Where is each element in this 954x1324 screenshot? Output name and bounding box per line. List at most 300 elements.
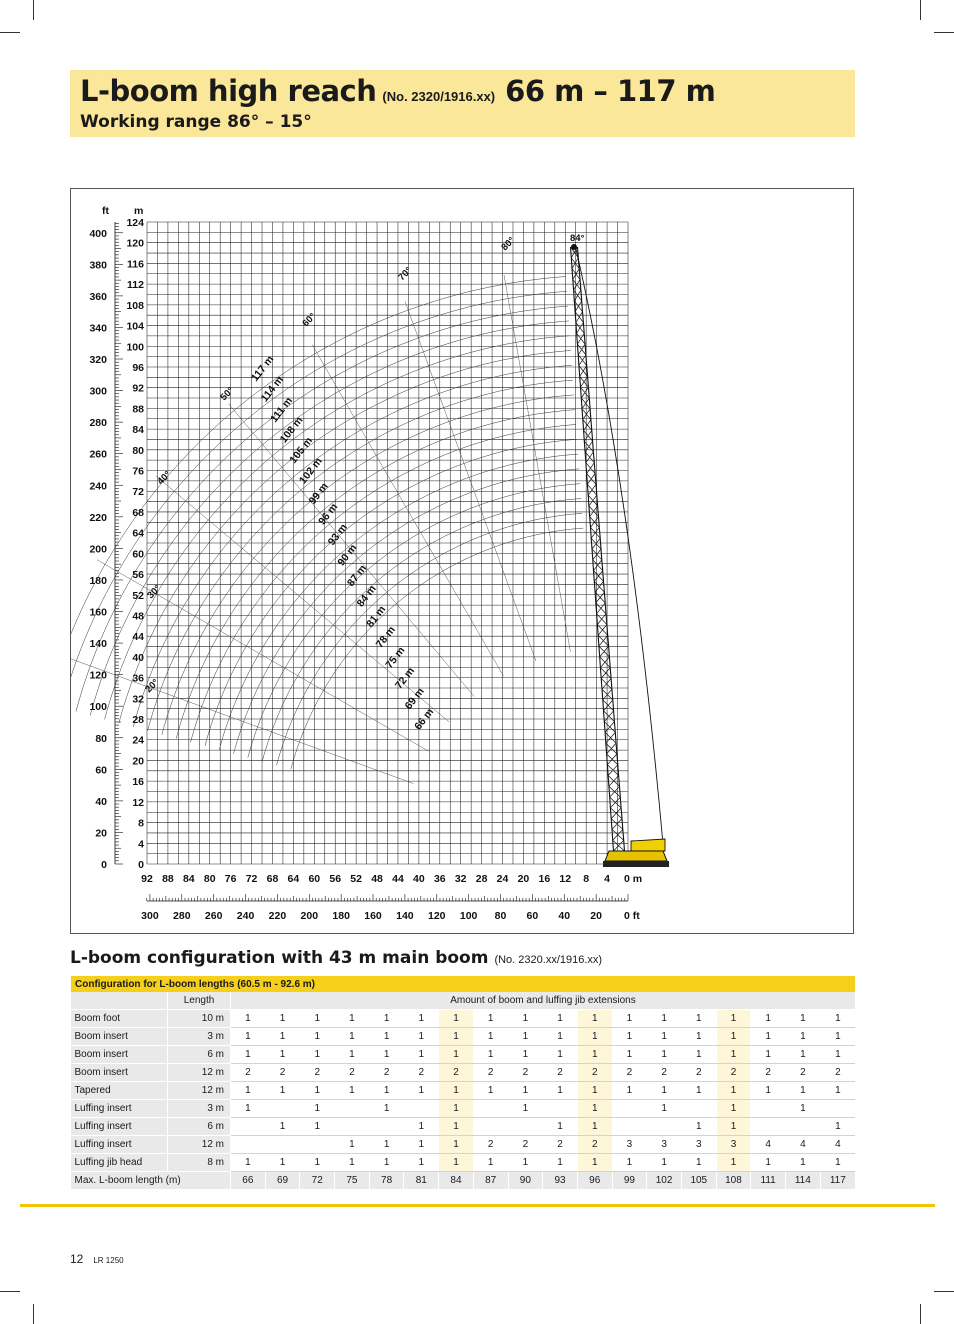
table-cell: 1 [577, 1082, 612, 1100]
y-tick-ft: 40 [95, 795, 107, 808]
table-cell: 1 [300, 1118, 335, 1136]
row-length: 12 m [168, 1136, 231, 1154]
table-cell [300, 1136, 335, 1154]
table-cell: 1 [473, 1046, 508, 1064]
x-tick-ft: 120 [428, 910, 446, 922]
table-cell: 1 [439, 1136, 474, 1154]
max-length-label: Max. L-boom length (m) [71, 1172, 231, 1190]
angle-rays [71, 275, 570, 784]
table-cell: 2 [473, 1136, 508, 1154]
table-cell: 3 [612, 1136, 647, 1154]
table-cell: 1 [300, 1154, 335, 1172]
table-cell: 1 [335, 1154, 370, 1172]
table-cell: 1 [820, 1082, 855, 1100]
angle-label: 40° [155, 469, 174, 488]
table-cell: 1 [786, 1154, 821, 1172]
table-cell: 4 [820, 1136, 855, 1154]
y-tick-m: 80 [132, 444, 144, 457]
title-text: L-boom high reach [80, 74, 377, 108]
table-cell: 1 [543, 1118, 578, 1136]
y-tick-m: 64 [132, 527, 144, 540]
y-tick-m: 84 [132, 424, 144, 437]
x-tick-ft: 80 [494, 910, 507, 922]
table-cell: 2 [820, 1064, 855, 1082]
boom-angle-label: 84° [570, 233, 585, 244]
table-cell: 1 [508, 1010, 543, 1028]
y-tick-ft: 180 [89, 574, 107, 587]
config-header-row [71, 992, 856, 1010]
title-note: (No. 2320/1916.xx) [382, 89, 496, 104]
chart-axes [115, 222, 628, 901]
max-length-cell: 90 [508, 1172, 543, 1190]
y-tick-ft: 220 [89, 511, 107, 524]
x-tick-m: 16 [538, 873, 551, 885]
y-unit-m: m [134, 205, 144, 217]
table-cell: 1 [577, 1010, 612, 1028]
x-tick-ft: 100 [459, 910, 478, 922]
table-cell [647, 1118, 682, 1136]
table-cell [265, 1136, 300, 1154]
table-cell [751, 1100, 786, 1118]
table-cell: 1 [681, 1118, 716, 1136]
x-unit-m: 0 m [624, 873, 643, 885]
table-cell: 2 [647, 1064, 682, 1082]
x-tick-ft: 20 [590, 910, 602, 922]
y-tick-ft: 240 [89, 480, 107, 493]
x-tick-ft: 240 [236, 910, 255, 922]
boom-length-label: 102 m [296, 455, 325, 487]
crane-cab [631, 839, 665, 851]
y-tick-m: 92 [132, 382, 144, 395]
y-tick-ft: 140 [89, 638, 107, 651]
table-cell: 3 [716, 1136, 751, 1154]
y-tick-ft: 200 [89, 543, 107, 556]
boom-arc [205, 439, 577, 746]
row-label: Boom insert [71, 1028, 168, 1046]
y-tick-ft: 80 [95, 732, 107, 745]
max-length-cell: 102 [647, 1172, 682, 1190]
working-range-chart [70, 188, 854, 934]
table-cell: 1 [300, 1082, 335, 1100]
table-cell: 1 [786, 1010, 821, 1028]
config-note: (No. 2320.xx/1916.xx) [494, 954, 603, 966]
x-tick-ft: 60 [526, 910, 539, 922]
page-number: 12 [70, 1252, 84, 1266]
y-tick-ft: 400 [89, 227, 107, 240]
boom-arc [248, 484, 580, 758]
angle-ray [405, 301, 536, 660]
y-tick-m: 32 [132, 693, 144, 706]
table-cell: 1 [439, 1010, 474, 1028]
boom-arc [291, 528, 584, 769]
y-tick-m: 88 [132, 403, 144, 416]
angle-label: 20° [143, 677, 162, 696]
model-name: LR 1250 [93, 1256, 124, 1265]
boom-length-label: 93 m [325, 521, 350, 548]
x-tick-m: 4 [604, 873, 611, 885]
boom-arc [234, 469, 580, 754]
header-amount: Amount of boom and luffing jib extensions [231, 992, 856, 1010]
table-row [71, 1046, 856, 1064]
table-cell: 1 [473, 1082, 508, 1100]
x-tick-m: 40 [413, 873, 425, 885]
footer-rule [20, 1204, 935, 1207]
angle-label: 80° [499, 235, 518, 254]
row-length: 12 m [168, 1082, 231, 1100]
crop-mark [934, 32, 954, 33]
table-cell: 1 [369, 1082, 404, 1100]
y-tick-m: 60 [132, 548, 144, 561]
max-length-row [71, 1172, 856, 1190]
y-tick-ft: 320 [89, 354, 107, 367]
row-length: 6 m [168, 1046, 231, 1064]
table-cell: 1 [786, 1100, 821, 1118]
table-cell: 1 [369, 1136, 404, 1154]
crane-tracks [603, 861, 669, 867]
table-cell: 2 [612, 1064, 647, 1082]
row-label: Luffing insert [71, 1118, 168, 1136]
table-cell: 1 [820, 1118, 855, 1136]
table-cell: 1 [369, 1046, 404, 1064]
y-tick-ft: 280 [89, 417, 107, 430]
y-tick-m: 100 [126, 341, 144, 354]
table-cell [508, 1118, 543, 1136]
y-tick-m: 76 [132, 465, 144, 478]
table-cell: 1 [647, 1028, 682, 1046]
table-cell: 1 [404, 1028, 439, 1046]
row-length: 10 m [168, 1010, 231, 1028]
crop-mark [0, 32, 20, 33]
table-cell: 1 [335, 1028, 370, 1046]
table-row [71, 1082, 856, 1100]
y-tick-ft: 100 [89, 701, 107, 714]
y-tick-m: 8 [138, 817, 144, 830]
max-length-cell: 99 [612, 1172, 647, 1190]
table-cell: 1 [716, 1082, 751, 1100]
table-cell: 1 [543, 1028, 578, 1046]
max-length-cell: 114 [786, 1172, 821, 1190]
table-cell: 1 [231, 1100, 266, 1118]
row-label: Luffing insert [71, 1136, 168, 1154]
page-subtitle: Working range 86° – 15° [80, 112, 312, 132]
config-caption-row [71, 976, 856, 992]
table-cell: 1 [612, 1154, 647, 1172]
table-cell: 1 [473, 1010, 508, 1028]
max-length-cell: 111 [751, 1172, 786, 1190]
x-tick-m: 24 [496, 873, 509, 885]
x-tick-m: 36 [433, 873, 446, 885]
table-cell [231, 1136, 266, 1154]
max-length-cell: 108 [716, 1172, 751, 1190]
table-cell: 1 [404, 1118, 439, 1136]
table-row [71, 1028, 856, 1046]
angle-ray [71, 653, 413, 784]
table-cell: 1 [543, 1046, 578, 1064]
table-cell: 1 [265, 1154, 300, 1172]
table-cell: 1 [369, 1028, 404, 1046]
table-cell: 1 [786, 1046, 821, 1064]
angle-label: 70° [396, 265, 415, 284]
table-cell: 1 [612, 1082, 647, 1100]
table-cell [265, 1100, 300, 1118]
y-tick-m: 12 [132, 796, 144, 809]
table-row [71, 1100, 856, 1118]
max-length-cell: 78 [369, 1172, 404, 1190]
table-cell: 2 [231, 1064, 266, 1082]
table-cell: 1 [647, 1154, 682, 1172]
y-tick-m: 124 [126, 217, 144, 229]
row-length: 6 m [168, 1118, 231, 1136]
table-cell [751, 1118, 786, 1136]
table-cell: 1 [612, 1010, 647, 1028]
y-tick-m: 0 [138, 859, 144, 871]
y-tick-ft: 20 [95, 827, 107, 840]
guy-line [576, 249, 663, 844]
max-length-cell: 87 [473, 1172, 508, 1190]
table-cell [820, 1100, 855, 1118]
table-cell: 1 [716, 1010, 751, 1028]
table-cell: 2 [473, 1064, 508, 1082]
table-cell [473, 1118, 508, 1136]
table-cell: 3 [681, 1136, 716, 1154]
y-tick-ft: 360 [89, 290, 107, 303]
max-length-cell: 75 [335, 1172, 370, 1190]
table-cell: 1 [335, 1010, 370, 1028]
table-cell: 1 [716, 1118, 751, 1136]
x-tick-ft: 300 [141, 910, 159, 922]
max-length-cell: 66 [231, 1172, 266, 1190]
table-cell: 1 [751, 1010, 786, 1028]
crane-body [605, 851, 667, 861]
table-cell: 2 [404, 1064, 439, 1082]
table-cell: 3 [647, 1136, 682, 1154]
max-length-cell: 117 [820, 1172, 855, 1190]
table-cell: 1 [265, 1010, 300, 1028]
x-tick-m: 20 [517, 873, 530, 885]
table-cell: 1 [335, 1082, 370, 1100]
crop-mark [934, 1291, 954, 1292]
row-label: Boom insert [71, 1064, 168, 1082]
table-cell: 4 [786, 1136, 821, 1154]
x-tick-ft: 280 [173, 910, 191, 922]
table-cell: 1 [681, 1082, 716, 1100]
table-row [71, 1064, 856, 1082]
x-tick-m: 56 [329, 873, 342, 885]
chart-svg [71, 189, 853, 933]
table-cell: 1 [681, 1010, 716, 1028]
table-cell: 1 [647, 1046, 682, 1064]
table-cell: 1 [404, 1082, 439, 1100]
boom-length-label: 99 m [306, 480, 331, 507]
boom-length-label: 84 m [354, 583, 379, 610]
y-tick-m: 108 [126, 299, 144, 312]
config-caption: Configuration for L-boom lengths (60.5 m - 92.6 m) [71, 976, 856, 992]
table-cell: 2 [577, 1064, 612, 1082]
table-cell [335, 1118, 370, 1136]
boom-arc [162, 395, 574, 735]
boom-length-label: 111 m [268, 394, 296, 425]
table-cell: 1 [439, 1082, 474, 1100]
table-cell: 1 [300, 1010, 335, 1028]
table-cell: 1 [612, 1046, 647, 1064]
table-cell: 1 [577, 1100, 612, 1118]
table-cell: 2 [716, 1064, 751, 1082]
crop-mark [920, 1304, 921, 1324]
boom-length-label: 75 m [383, 644, 408, 671]
x-tick-m: 44 [392, 873, 404, 885]
table-cell: 1 [369, 1100, 404, 1118]
table-cell [231, 1118, 266, 1136]
table-cell: 2 [439, 1064, 474, 1082]
config-title: L-boom configuration with 43 m main boom [70, 948, 489, 968]
table-cell: 1 [820, 1010, 855, 1028]
crop-mark [0, 1291, 20, 1292]
x-tick-ft: 260 [204, 910, 223, 922]
y-tick-m: 48 [132, 610, 144, 623]
table-row [71, 1118, 856, 1136]
boom-length-label: 96 m [316, 501, 341, 528]
table-cell: 1 [681, 1046, 716, 1064]
y-tick-ft: 260 [89, 448, 107, 461]
x-tick-ft: 40 [558, 910, 571, 922]
boom-arc [191, 425, 577, 743]
table-row [71, 1136, 856, 1154]
table-cell: 1 [577, 1154, 612, 1172]
table-cell [369, 1118, 404, 1136]
x-tick-m: 48 [371, 873, 383, 885]
crop-mark [33, 0, 34, 20]
table-cell: 1 [231, 1046, 266, 1064]
x-tick-ft: 160 [364, 910, 382, 922]
x-tick-m: 88 [162, 873, 174, 885]
table-row [71, 1010, 856, 1028]
table-cell: 2 [751, 1064, 786, 1082]
y-tick-ft: 60 [95, 764, 107, 777]
x-tick-ft: 180 [332, 910, 350, 922]
table-cell: 1 [369, 1154, 404, 1172]
table-cell: 1 [404, 1010, 439, 1028]
title-range: 66 m – 117 m [505, 74, 716, 108]
table-cell: 1 [508, 1046, 543, 1064]
boom-arc [148, 380, 573, 731]
table-cell: 2 [508, 1064, 543, 1082]
table-cell: 2 [786, 1064, 821, 1082]
row-label: Tapered [71, 1082, 168, 1100]
page-title [80, 74, 715, 108]
boom-length-label: 90 m [335, 542, 360, 569]
x-tick-m: 52 [350, 873, 362, 885]
boom-length-label: 66 m [412, 706, 437, 733]
row-length: 3 m [168, 1100, 231, 1118]
table-cell: 2 [543, 1064, 578, 1082]
y-tick-ft: 340 [89, 322, 107, 335]
table-cell: 1 [716, 1154, 751, 1172]
table-cell: 1 [577, 1118, 612, 1136]
crane-drawing [571, 244, 670, 867]
y-tick-ft: 160 [89, 606, 107, 619]
table-cell: 1 [820, 1154, 855, 1172]
y-tick-ft: 0 [101, 859, 107, 871]
boom-tip [571, 244, 577, 250]
boom-length-label: 105 m [287, 434, 316, 466]
x-tick-ft: 140 [396, 910, 414, 922]
table-cell: 1 [647, 1010, 682, 1028]
table-cell: 1 [543, 1010, 578, 1028]
boom-length-label: 108 m [277, 414, 306, 446]
config-heading [70, 948, 602, 968]
max-length-cell: 96 [577, 1172, 612, 1190]
table-cell: 1 [716, 1046, 751, 1064]
table-cell [612, 1100, 647, 1118]
x-unit-ft: 0 ft [624, 910, 640, 922]
x-tick-m: 8 [583, 873, 590, 885]
table-cell: 4 [751, 1136, 786, 1154]
table-cell: 1 [265, 1082, 300, 1100]
table-cell: 1 [751, 1028, 786, 1046]
title-banner [70, 70, 855, 137]
row-label: Boom insert [71, 1046, 168, 1064]
table-cell: 1 [404, 1046, 439, 1064]
max-length-cell: 93 [543, 1172, 578, 1190]
angle-label: 60° [300, 311, 319, 330]
x-tick-m: 76 [224, 873, 237, 885]
table-cell [473, 1100, 508, 1118]
y-tick-m: 44 [132, 631, 144, 644]
boom-length-label: 114 m [258, 373, 286, 405]
table-cell: 1 [439, 1028, 474, 1046]
table-cell: 1 [265, 1118, 300, 1136]
y-tick-m: 116 [127, 258, 144, 271]
page-footer [70, 1252, 124, 1266]
row-length: 8 m [168, 1154, 231, 1172]
x-tick-m: 60 [308, 873, 321, 885]
table-cell: 1 [786, 1028, 821, 1046]
table-cell: 1 [439, 1118, 474, 1136]
boom-length-label: 87 m [344, 562, 370, 589]
max-length-cell: 69 [265, 1172, 300, 1190]
max-length-cell: 84 [439, 1172, 474, 1190]
table-cell: 1 [231, 1082, 266, 1100]
y-tick-m: 112 [127, 279, 144, 292]
x-tick-m: 28 [475, 873, 488, 885]
table-cell: 1 [751, 1046, 786, 1064]
table-cell: 2 [543, 1136, 578, 1154]
x-tick-ft: 220 [268, 910, 287, 922]
table-cell: 1 [404, 1136, 439, 1154]
config-table [70, 976, 855, 1189]
row-label: Boom foot [71, 1010, 168, 1028]
boom-length-label: 81 m [364, 603, 389, 630]
table-cell: 1 [439, 1154, 474, 1172]
angle-ray [312, 345, 503, 676]
table-cell: 1 [786, 1082, 821, 1100]
y-tick-m: 96 [132, 361, 144, 374]
table-cell: 1 [508, 1028, 543, 1046]
header-length: Length [168, 992, 231, 1010]
table-cell: 1 [265, 1028, 300, 1046]
table-cell: 1 [716, 1100, 751, 1118]
angle-label: 30° [145, 583, 164, 602]
y-tick-m: 120 [126, 237, 144, 250]
table-cell: 1 [439, 1100, 474, 1118]
x-tick-m: 80 [203, 873, 216, 885]
x-tick-m: 64 [287, 873, 300, 885]
table-cell: 1 [300, 1046, 335, 1064]
row-label: Luffing jib head [71, 1154, 168, 1172]
x-tick-m: 84 [182, 873, 195, 885]
y-tick-m: 4 [138, 838, 144, 851]
table-cell: 1 [508, 1082, 543, 1100]
